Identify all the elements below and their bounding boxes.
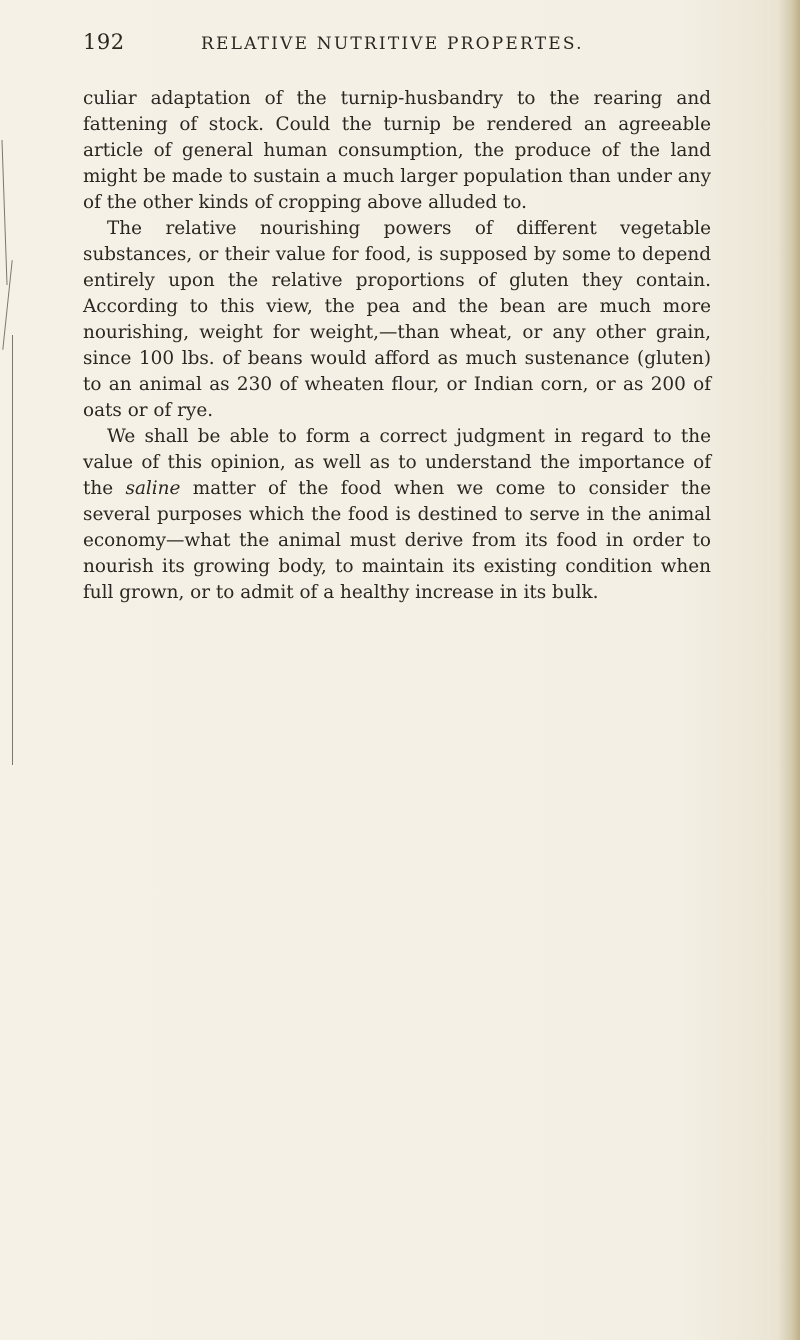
page-number: 192 <box>83 30 125 54</box>
paragraph-3 <box>83 424 711 606</box>
page-edge-line <box>795 0 796 1340</box>
paragraph-2-text: The relative nourishing powers of different vegetable substances, or their value for food, is supposed by some to depend entirely upon the relative proportions of gluten they contain. According to this view, the pea and the bean are much more nourishing, weight for weight,—than wheat, or any other grain, since 100 lbs. of beans would afford as much sustenance (gluten) to an animal as 230 of wheaten flour, or Indian corn, or as 200 of oats or of rye. <box>83 218 711 421</box>
paragraph-3-text: We shall be able to form a correct judgment in regard to the value of this opinion, as well as to understand the importance of the <box>83 426 711 499</box>
page-header <box>83 30 723 60</box>
emphasis-saline: saline <box>125 478 181 499</box>
paragraph-3-text-end: matter of the food when we come to consider the several purposes which the food is destined to serve in the animal economy—what the animal must derive from its food in order to nourish its growing body, to maintain its existing condition when full grown, or to admit of a healthy increase in its bulk. <box>83 478 711 603</box>
binding-mark <box>1 140 7 285</box>
body-text <box>83 86 711 606</box>
page-edge-shadow <box>778 0 800 1340</box>
binding-mark <box>12 335 13 765</box>
paragraph-1-text: culiar adaptation of the turnip-husbandry to the rearing and fattening of stock. Could the turnip be rendered an agreeable article of general human consumption, the produce of the land might be made to sustain a much larger population than under any of the other kinds of cropping above alluded to. <box>83 88 711 213</box>
running-title: RELATIVE NUTRITIVE PROPERTES. <box>201 34 584 54</box>
paragraph-1 <box>83 86 711 216</box>
paragraph-2 <box>83 216 711 424</box>
